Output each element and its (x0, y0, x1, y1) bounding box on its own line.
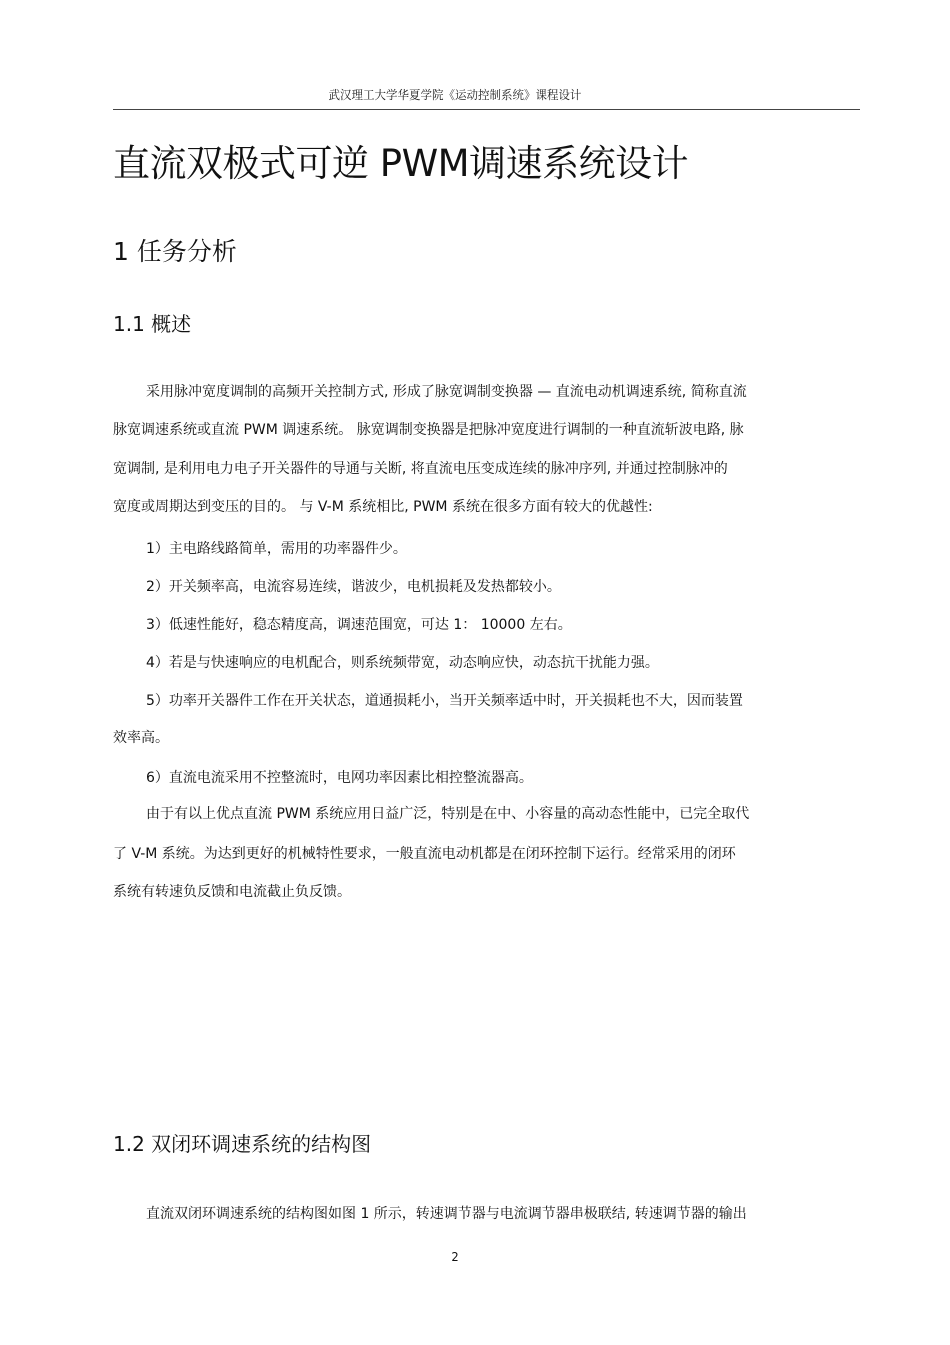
paragraph-line: 宽度或周期达到变压的目的。 与 V-M 系统相比, PWM 系统在很多方面有较大的优越性: (113, 499, 653, 515)
header-rule (113, 109, 860, 110)
section-heading-1-1: 1.1 概述 (113, 312, 192, 336)
section-heading-1-2: 1.2 双闭环调速系统的结构图 (113, 1132, 372, 1156)
list-item: 4）若是与快速响应的电机配合，则系统频带宽，动态响应快，动态抗干扰能力强。 (146, 655, 659, 671)
paragraph-line: 了 V-M 系统。为达到更好的机械特性要求，一般直流电动机都是在闭环控制下运行。经常采用的闭环 (113, 846, 736, 862)
paragraph-line: 采用脉冲宽度调制的高频开关控制方式, 形成了脉宽调制变换器 — 直流电动机调速系统, 简称直流 (146, 384, 747, 400)
paragraph-line: 系统有转速负反馈和电流截止负反馈。 (113, 884, 351, 900)
list-item: 1）主电路线路简单，需用的功率器件少。 (146, 541, 407, 557)
paragraph-line: 宽调制, 是利用电力电子开关器件的导通与关断, 将直流电压变成连续的脉冲序列, 并通过控制脉冲的 (113, 461, 728, 477)
section-heading-1: 1 任务分析 (113, 237, 237, 266)
list-item: 6）直流电流采用不控整流时，电网功率因素比相控整流器高。 (146, 770, 533, 786)
page-number: 2 (451, 1250, 459, 1264)
paragraph-line: 脉宽调速系统或直流 PWM 调速系统。 脉宽调制变换器是把脉冲宽度进行调制的一种直流斩波电路, 脉 (113, 422, 744, 438)
list-item: 5）功率开关器件工作在开关状态，道通损耗小，当开关频率适中时，开关损耗也不大，因而装置 (146, 693, 743, 709)
paragraph-line: 直流双闭环调速系统的结构图如图 1 所示，转速调节器与电流调节器串极联结, 转速调节器的输出 (146, 1206, 747, 1222)
document-title: 直流双极式可逆 PWM调速系统设计 (113, 142, 689, 185)
paragraph-line: 由于有以上优点直流 PWM 系统应用日益广泛，特别是在中、小容量的高动态性能中，已完全取代 (146, 806, 750, 822)
list-item: 3）低速性能好，稳态精度高，调速范围宽，可达 1： 10000 左右。 (146, 617, 572, 633)
list-item-continuation: 效率高。 (113, 730, 169, 746)
list-item: 2）开关频率高，电流容易连续，谐波少，电机损耗及发热都较小。 (146, 579, 561, 595)
running-header: 武汉理工大学华夏学院《运动控制系统》课程设计 (328, 88, 582, 102)
